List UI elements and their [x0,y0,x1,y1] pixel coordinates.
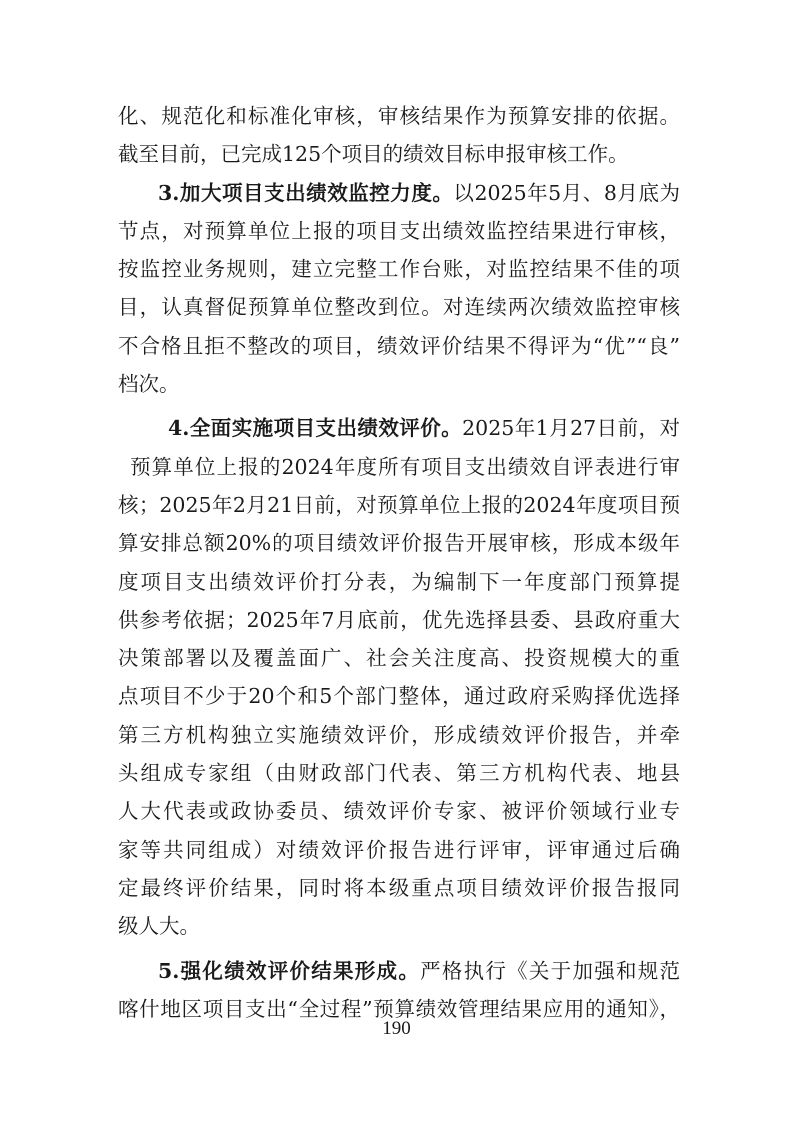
text-line [118,639,680,677]
text-line [118,97,680,135]
text-line [118,792,680,830]
line-text: 第三方机构独立实施绩效评价，形成绩效评价报告，并牵 [118,722,680,747]
line-text: 2025年1月27日前，对 [462,416,680,441]
text-line [118,135,680,173]
text-line [118,174,680,212]
text-line [118,250,680,288]
text-line [118,486,680,524]
line-text: 供参考依据；2025年7月底前，优先选择县委、县政府重大 [118,607,680,632]
text-line [118,409,680,447]
text-line [118,212,680,250]
text-line [118,327,680,365]
section-heading: 4.全面实施项目支出绩效评价。 [168,416,463,441]
text-line [118,524,680,562]
text-line [118,952,680,990]
text-line [118,288,680,326]
section-heading: 3.加大项目支出绩效监控力度。 [158,180,454,205]
line-text: 不合格且拒不整改的项目，绩效评价结果不得评为“优”“良” [118,333,680,358]
text-line [118,601,680,639]
text-line [118,365,680,403]
text-line [118,716,680,754]
page-number: 190 [382,1018,411,1039]
text-line [118,563,680,601]
line-text: 喀什地区项目支出“全过程”预算绩效管理结果应用的通知》， [118,996,680,1021]
line-text: 点项目不少于20个和5个部门整体，通过政府采购择优选择 [118,684,680,709]
body-text [118,97,680,1028]
line-text: 核；2025年2月21日前，对预算单位上报的2024年度项目预 [118,492,680,517]
line-text: 截至目前，已完成125个项目的绩效目标申报审核工作。 [118,142,629,167]
text-line [118,754,680,792]
line-text: 预算单位上报的2024年度所有项目支出绩效自评表进行审 [130,454,680,479]
line-text: 度项目支出绩效评价打分表，为编制下一年度部门预算提 [118,569,680,594]
line-text: 档次。 [118,372,180,397]
line-text: 化、规范化和标准化审核，审核结果作为预算安排的依据。 [118,104,680,128]
line-text: 目，认真督促预算单位整改到位。对连续两次绩效监控审核 [118,295,680,320]
line-text: 家等共同组成）对绩效评价报告进行评审，评审通过后确 [118,837,680,862]
line-text: 严格执行《关于加强和规范 [420,958,681,983]
section-heading: 5.强化绩效评价结果形成。 [158,958,421,983]
text-line [118,677,680,715]
line-text: 级人大。 [118,914,200,939]
text-line [118,869,680,907]
line-text: 以2025年5月、8月底为 [453,180,680,205]
line-text: 头组成专家组（由财政部门代表、第三方机构代表、地县 [118,761,680,786]
text-line [118,831,680,869]
text-line [118,907,680,945]
line-text: 决策部署以及覆盖面广、社会关注度高、投资规模大的重 [118,646,680,671]
line-text: 算安排总额20%的项目绩效评价报告开展审核，形成本级年 [118,531,680,556]
text-line [118,448,680,486]
line-text: 定最终评价结果，同时将本级重点项目绩效评价报告报同 [118,875,680,900]
line-text: 按监控业务规则，建立完整工作台账，对监控结果不佳的项 [118,257,680,282]
line-text: 节点，对预算单位上报的项目支出绩效监控结果进行审核， [118,218,680,243]
line-text: 人大代表或政协委员、绩效评价专家、被评价领域行业专 [118,799,680,824]
